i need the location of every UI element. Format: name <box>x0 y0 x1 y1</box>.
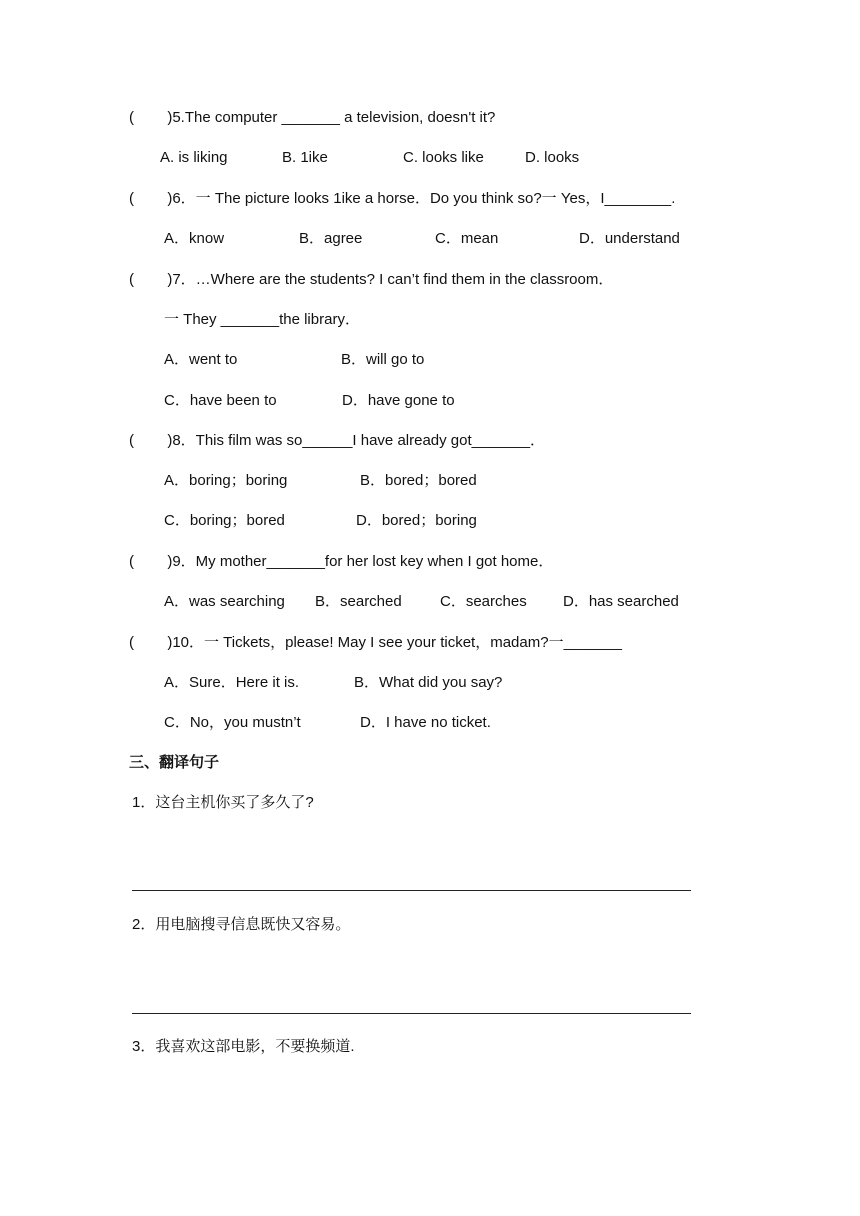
q8-option-a: A．boring；boring <box>164 472 288 489</box>
answer-line-1[interactable] <box>132 890 691 891</box>
q10-option-b: B．What did you say? <box>354 674 503 691</box>
q6-option-d: D．understand <box>579 230 680 247</box>
q9-option-b: B．searched <box>315 593 402 610</box>
q9-option-a: A．was searching <box>164 593 285 610</box>
section-title: 三、翻译句子 <box>129 754 220 771</box>
question-10-stem: ( )10．一 Tickets，please! May I see your ticket，madam?一_______ <box>129 634 622 651</box>
q6-option-a: A．know <box>164 230 225 247</box>
q8-option-d: D．bored；boring <box>356 512 477 529</box>
q7-option-c: C．have been to <box>164 392 277 409</box>
answer-line-2[interactable] <box>132 1013 691 1014</box>
q9-option-c: C．searches <box>440 593 527 610</box>
q10-option-d: D．I have no ticket. <box>360 714 491 731</box>
q8-option-b: B．bored；bored <box>360 472 477 489</box>
q6-option-c: C．mean <box>435 230 499 247</box>
q8-option-c: C．boring；bored <box>164 512 285 529</box>
question-5-stem: ( )5.The computer _______ a television, doesn't it? <box>129 109 496 126</box>
q7-option-d: D．have gone to <box>342 392 455 409</box>
q7-option-a: A．went to <box>164 351 238 368</box>
q7-option-b: B．will go to <box>341 351 425 368</box>
question-6-stem: ( )6．一 The picture looks 1ike a horse．Do you think so?一 Yes，I________. <box>129 190 676 207</box>
q9-option-d: D．has searched <box>563 593 679 610</box>
translate-item-3: 3．我喜欢这部电影，不要换频道. <box>132 1038 355 1055</box>
q10-option-a: A．Sure．Here it is. <box>164 674 300 691</box>
question-7-stem-line2: 一 They _______the library． <box>164 311 360 328</box>
q6-option-b: B．agree <box>299 230 363 247</box>
question-9-stem: ( )9．My mother_______for her lost key when I got home． <box>129 553 554 570</box>
q5-option-a: A. is liking <box>160 149 228 166</box>
question-7-stem: ( )7．…Where are the students? I can’t find them in the classroom． <box>129 271 614 288</box>
question-8-stem: ( )8．This film was so______I have already got_______． <box>129 432 546 449</box>
q5-option-c: C. looks like <box>403 149 484 166</box>
q5-option-b: B. 1ike <box>282 149 328 166</box>
translate-item-1: 1．这台主机你买了多久了? <box>132 794 314 811</box>
translate-item-2: 2．用电脑搜寻信息既快又容易。 <box>132 916 351 933</box>
q5-option-d: D. looks <box>525 149 580 166</box>
q10-option-c: C．No，you mustn’t <box>164 714 301 731</box>
